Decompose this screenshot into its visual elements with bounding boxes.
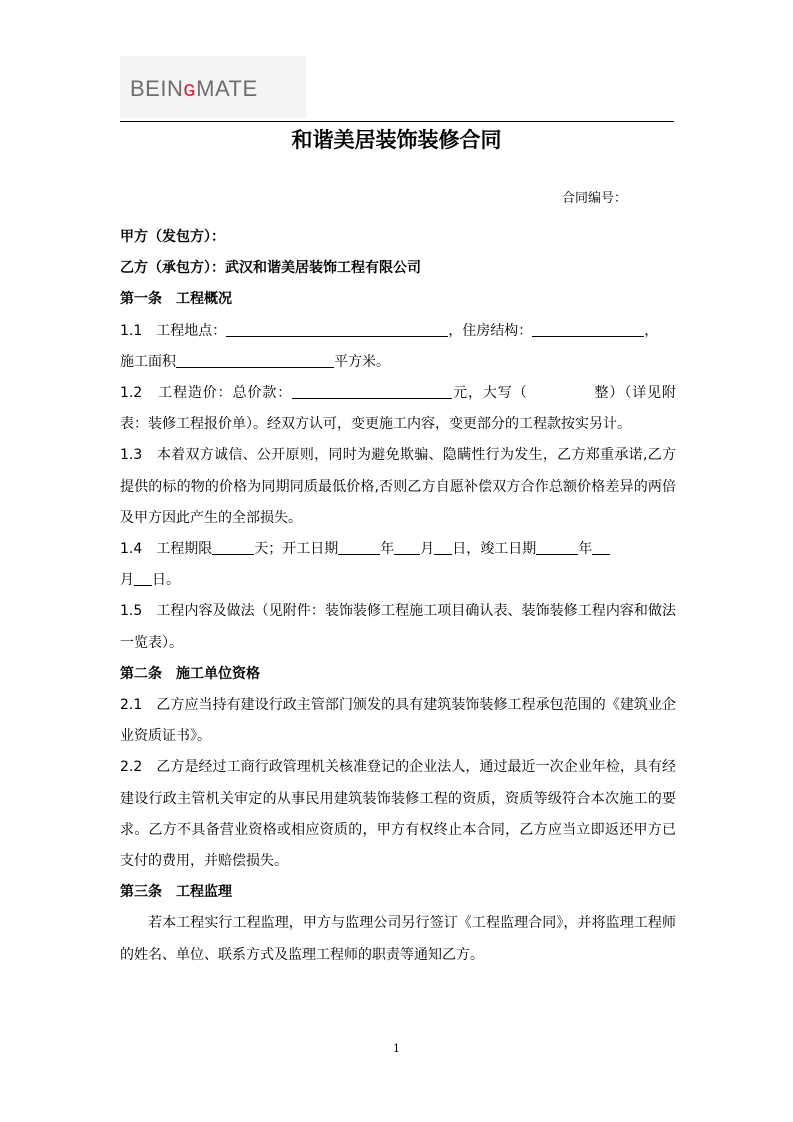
- article-3-heading: 第三条 工程监理: [120, 884, 232, 901]
- blank-end-day: [134, 569, 152, 586]
- blank-start-year: [338, 538, 380, 555]
- article-3-paragraph: 若本工程实行工程监理，甲方与监理公司另行签订《工程监理合同》，并将监理工程师的姓名、单位、联系方式及监理工程师的职责等通知乙方。: [120, 915, 676, 963]
- logo-text-before: BEIN: [130, 76, 184, 101]
- company-logo: [120, 56, 306, 118]
- clause-1-5: 1.5 工程内容及做法（见附件：装饰装修工程施工项目确认表、装饰装修工程内容和做法一览表）。: [120, 603, 676, 651]
- header-rule: [120, 121, 674, 122]
- contract-number-label: 合同编号：: [562, 191, 628, 206]
- article-1-heading: 第一条 工程概况: [120, 291, 232, 308]
- clause-2-1: 2.1 乙方应当持有建设行政主管部门颁发的具有建筑装饰装修工程承包范围的《建筑业企业资质证书》。: [120, 697, 676, 745]
- blank-end-month: [592, 538, 610, 555]
- heart-g-icon: ɢ: [183, 76, 197, 101]
- clause-1-1: 1.1 工程地点： ，住房结构： ， 施工面积 平方米。: [120, 316, 676, 378]
- logo-wordmark: [130, 76, 258, 102]
- blank-area: [176, 351, 334, 368]
- clause-1-2: 1.2 工程造价：总价款： 元，大写（ 整）（详见附表：装修工程报价单）。经双方认可，变更施工内容，变更部分的工程款按实另计。: [120, 378, 676, 440]
- blank-structure: [532, 320, 644, 337]
- clause-1-3: 1.3 本着双方诚信、公开原则，同时为避免欺骗、隐瞒性行为发生，乙方郑重承诺,乙方提供的标的物的价格为同期同质最低价格,否则乙方自愿补偿双方合作总额价格差异的两倍及甲方因此产生的全部损失。: [120, 447, 676, 526]
- party-a: 甲方（发包方）：: [120, 229, 225, 245]
- document-title: 和谐美居装饰装修合同: [291, 127, 502, 152]
- blank-price: [292, 382, 452, 399]
- blank-days: [212, 538, 254, 555]
- party-b: 乙方（承包方）：武汉和谐美居装饰工程有限公司: [120, 260, 421, 277]
- contract-body: [120, 222, 676, 971]
- clause-1-4: 1.4 工程期限 天；开工日期 年 月 日，竣工日期 年 月 日。: [120, 534, 676, 596]
- clause-2-2: 2.2 乙方是经过工商行政管理机关核准登记的企业法人，通过最近一次企业年检，具有经建设行政主管机关审定的从事民用建筑装饰装修工程的资质，资质等级符合本次施工的要求。乙方不具备营业资格或相应资质的，甲方有权终止本合同，乙方应当立即返还甲方已支付的费用，并赔偿损失。: [120, 759, 676, 870]
- blank-start-month: [394, 538, 420, 555]
- blank-start-day: [434, 538, 452, 555]
- article-2-heading: 第二条 施工单位资格: [120, 665, 260, 682]
- blank-location: [226, 320, 448, 337]
- blank-end-year: [536, 538, 578, 555]
- page-number: 1: [393, 1042, 400, 1055]
- logo-text-after: MATE: [196, 76, 258, 101]
